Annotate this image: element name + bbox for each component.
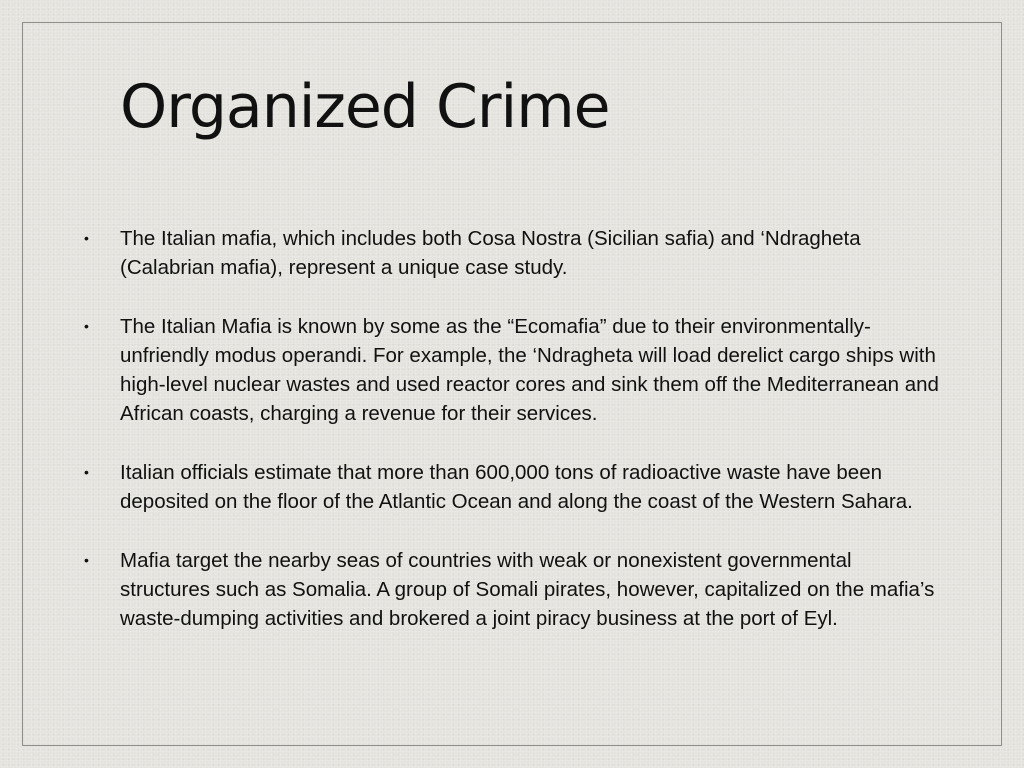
bullet-item [84, 312, 944, 428]
bullet-item [84, 224, 944, 282]
slide-title: Organized Crime [120, 72, 610, 142]
bullet-marker: • [84, 464, 89, 480]
bullet-marker: • [84, 318, 89, 334]
bullet-text: Italian officials estimate that more than 600,000 tons of radioactive waste have been deposited on the floor of the Atlantic Ocean and along the coast of the Western Sahara. [120, 461, 913, 513]
bullet-text: The Italian mafia, which includes both Cosa Nostra (Sicilian safia) and ‘Ndragheta (Calabrian mafia), represent a unique case study. [120, 227, 861, 279]
bullet-item [84, 546, 944, 633]
bullet-text: Mafia target the nearby seas of countries with weak or nonexistent governmental structures such as Somalia. A group of Somali pirates, however, capitalized on the mafia’s waste-dumping activities and brokered a joint piracy business at the port of Eyl. [120, 549, 935, 630]
bullet-list [84, 224, 944, 663]
bullet-item [84, 458, 944, 516]
bullet-text: The Italian Mafia is known by some as the “Ecomafia” due to their environmentally-unfriendly modus operandi. For example, the ‘Ndragheta will load derelict cargo ships with high-level nuclear wastes and used reactor cores and sink them off the Mediterranean and African coasts, charging a revenue for their services. [120, 315, 939, 425]
bullet-marker: • [84, 552, 89, 568]
bullet-marker: • [84, 230, 89, 246]
